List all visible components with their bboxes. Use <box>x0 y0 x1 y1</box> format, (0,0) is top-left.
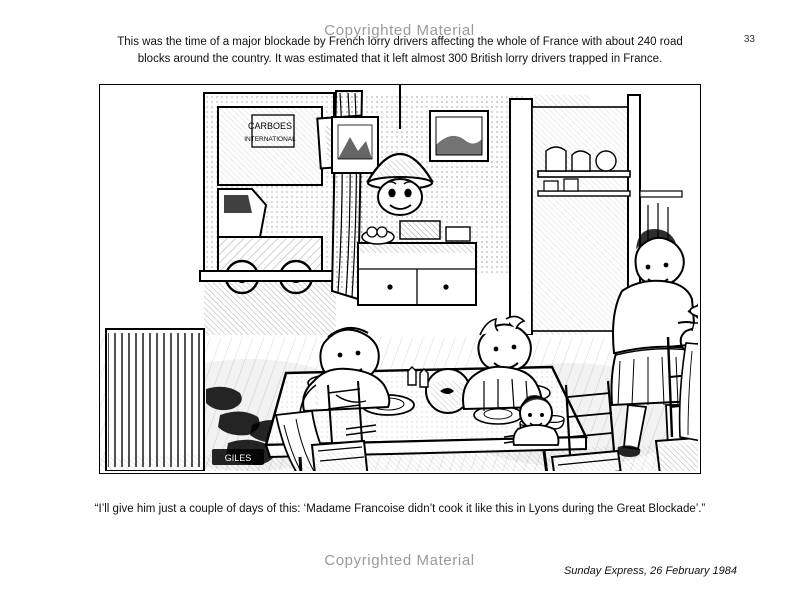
watermark-top: Copyrighted Material <box>324 22 475 39</box>
source-attribution: Sunday Express, 26 February 1984 <box>563 565 737 577</box>
lorry-sign-line1: CARBOES <box>247 121 293 131</box>
lorry-sign-line2: INTERNATIONAL <box>244 136 296 143</box>
cartoon-illustration <box>100 85 698 471</box>
sideboard <box>358 221 476 305</box>
cartoon-figure <box>99 84 701 474</box>
page-number: 33 <box>743 34 755 45</box>
wall-picture-right <box>430 111 488 161</box>
watermark-bottom: Copyrighted Material <box>324 552 475 569</box>
signature-text: GILES <box>224 453 252 463</box>
figure-caption: “I’ll give him just a couple of days of this: ‘Madame Francoise didn’t cook it like this in Lyons during the Great Blockade’.” <box>94 503 706 515</box>
intro-paragraph: This was the time of a major blockade by French lorry drivers affecting the whole of France with about 240 road blocks around the country. It was estimated that it left almost 300 British lorry drivers trapped in France. <box>117 36 683 66</box>
wall-picture-center <box>332 117 378 173</box>
radiator-panel <box>106 329 204 471</box>
